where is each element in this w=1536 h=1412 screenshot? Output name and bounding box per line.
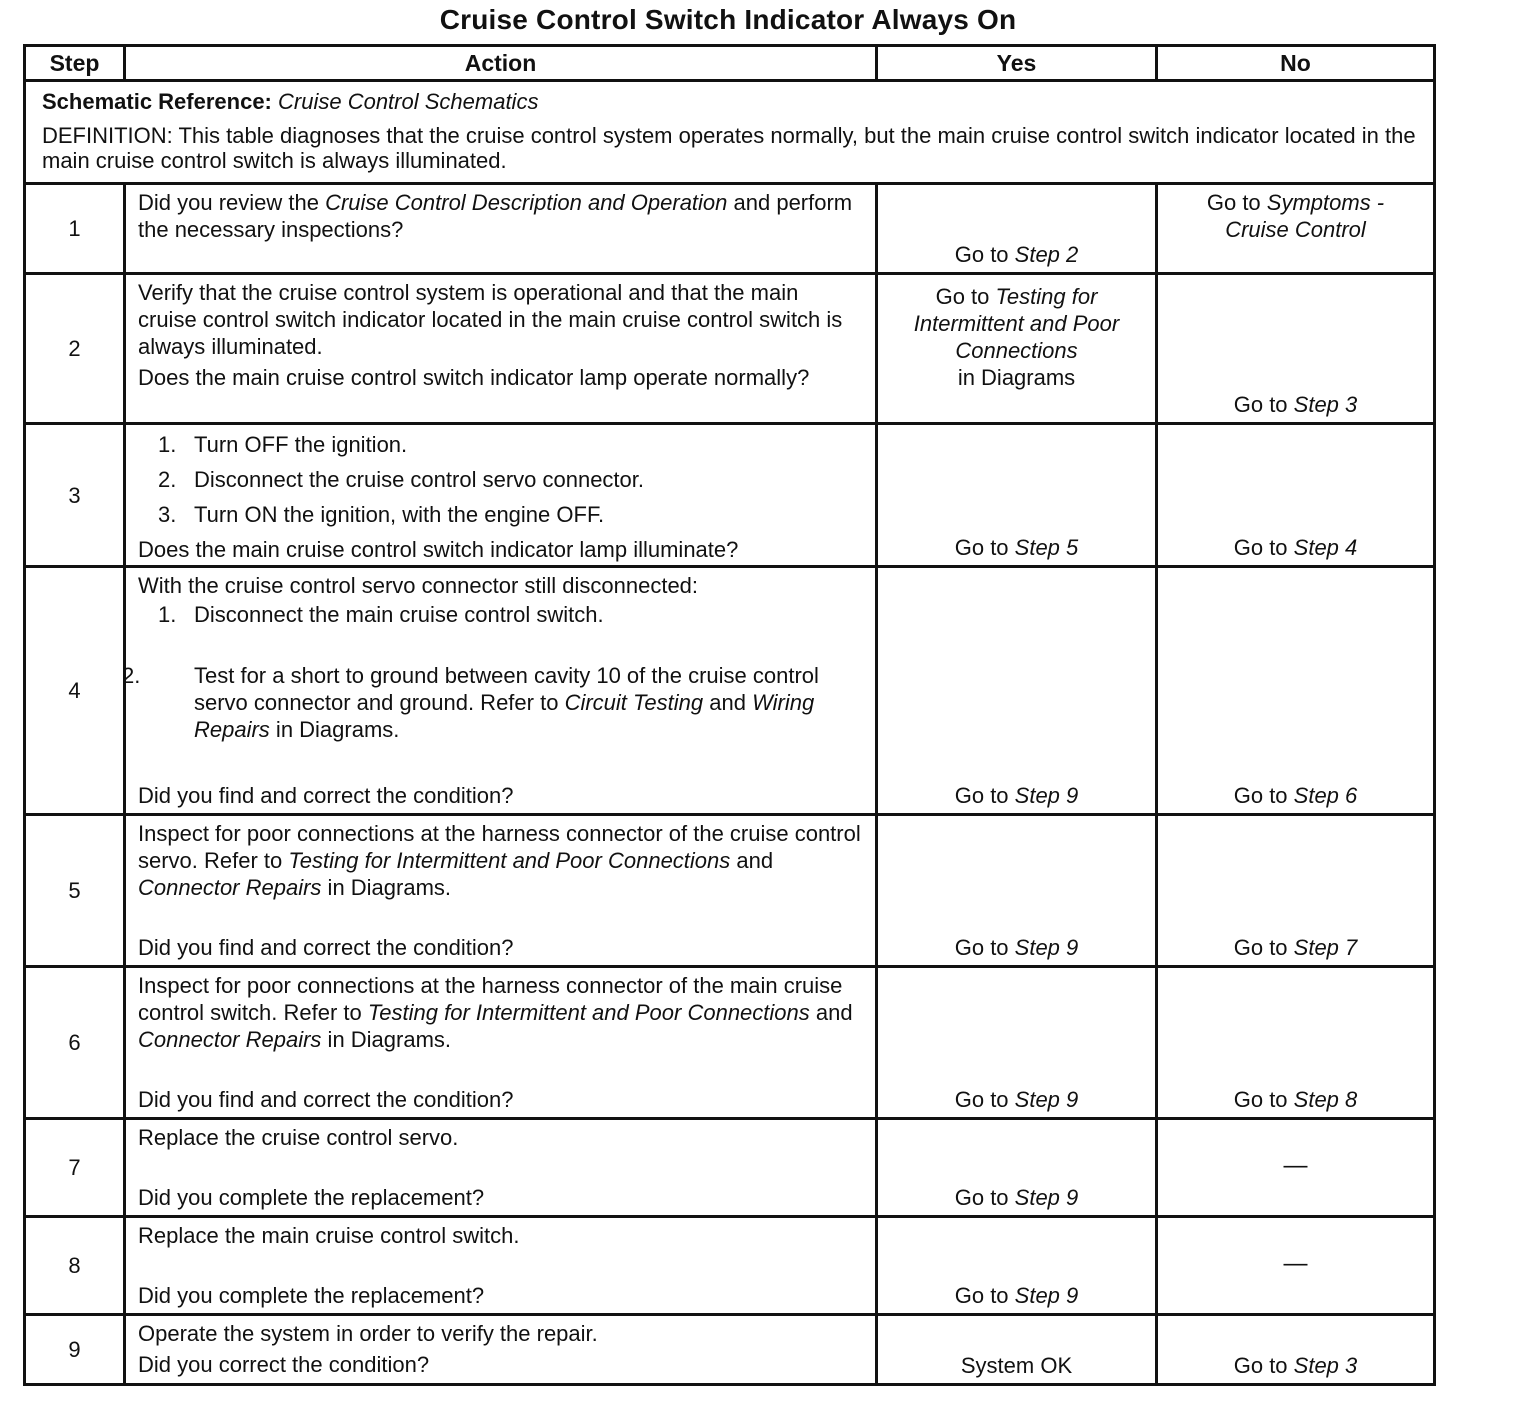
table-row [25,967,1435,1119]
reference-value: Cruise Control Schematics [278,89,539,114]
list-item-text: in Diagrams. [269,717,400,742]
definition-text: DEFINITION: This table diagnoses that the cruise control system operates normally, but the main cruise control switch indicator located in the main cruise control switch is always illuminated. [42,123,1416,173]
table-row [25,567,1435,815]
action-text: Did you review the [138,190,326,215]
no-prefix: Go to [1206,190,1267,215]
yes-reference[interactable]: Step 2 [1014,242,1079,267]
no-prefix: Go to [1233,392,1294,417]
list-item-reference: Circuit Testing [564,690,704,715]
yes-prefix: Go to [935,284,996,309]
yes-cell [877,1119,1157,1217]
action-text: Verify that the cruise control system is operational and that the main cruise control switch indicator located in the main cruise control switch is always illuminated. [138,280,843,359]
yes-prefix: Go to [954,935,1015,960]
no-cell [1157,567,1435,815]
action-reference: Testing for Intermittent and Poor Connections [288,848,731,873]
action-question: Does the main cruise control switch indicator lamp operate normally? [138,365,810,390]
action-text: and [730,848,774,873]
list-item-text: and [703,690,753,715]
table-row [25,184,1435,274]
no-reference[interactable]: Step 7 [1293,935,1358,960]
no-reference[interactable]: Step 3 [1293,392,1358,417]
action-question: Did you correct the condition? [138,1352,430,1377]
yes-suffix: in Diagrams [957,365,1076,390]
yes-prefix: Go to [954,783,1015,808]
no-cell [1157,424,1435,567]
action-text: in Diagrams. [321,875,452,900]
action-text: Replace the cruise control servo. [138,1125,459,1150]
action-text: in Diagrams. [321,1027,452,1052]
no-cell [1157,274,1435,424]
yes-cell [877,967,1157,1119]
header-step: Step [25,46,125,81]
list-item: 1. Disconnect the main cruise control switch. [158,602,604,627]
header-action: Action [125,46,877,81]
action-text: Operate the system in order to verify the repair. [138,1321,598,1346]
header-yes: Yes [877,46,1157,81]
action-cell [125,815,877,967]
yes-reference[interactable]: Step 9 [1014,1087,1079,1112]
step-number: 1 [25,184,125,274]
instruction-list [138,431,863,528]
list-item-text: Test for a short to ground between cavity 10 of the cruise control servo connector and ground. Refer to [194,663,819,715]
yes-cell [877,1315,1157,1385]
no-reference[interactable]: Step 6 [1293,783,1358,808]
no-cell [1157,184,1435,274]
yes-reference[interactable]: Step 9 [1014,1283,1079,1308]
action-cell [125,274,877,424]
action-question: Did you complete the replacement? [138,1283,485,1308]
no-prefix: Go to [1233,1087,1294,1112]
no-prefix: Go to [1233,535,1294,560]
action-cell [122,567,877,815]
no-dash: — [1283,1151,1308,1179]
list-item-text: Disconnect the cruise control servo connector. [194,467,645,492]
action-intro: With the cruise control servo connector still disconnected: [138,573,699,598]
step-number: 8 [25,1217,125,1315]
instruction-list [122,601,863,743]
yes-cell [877,1217,1157,1315]
yes-cell [877,274,1157,424]
action-reference: Testing for Intermittent and Poor Connections [367,1000,810,1025]
yes-prefix: Go to [954,242,1015,267]
table-row [25,274,1435,424]
yes-cell [877,184,1157,274]
step-number: 4 [25,567,125,815]
action-text: Inspect for poor connections at the harness connector of the cruise control servo. Refer to [138,821,861,873]
table-row [25,424,1435,567]
action-cell [125,1315,877,1385]
action-cell [125,1217,877,1315]
yes-result: System OK [960,1353,1073,1378]
action-question: Did you complete the replacement? [138,1185,485,1210]
step-number: 9 [25,1315,125,1385]
no-cell [1157,1315,1435,1385]
page-title: Cruise Control Switch Indicator Always On [439,4,1017,35]
no-reference[interactable]: Step 3 [1293,1353,1358,1378]
step-number: 6 [25,967,125,1119]
action-text: and perform the necessary inspections? [138,190,853,242]
yes-reference[interactable]: Step 9 [1014,1185,1079,1210]
list-item-text: Turn OFF the ignition. [194,432,408,457]
no-reference[interactable]: Step 8 [1293,1087,1358,1112]
list-item: 2. Disconnect the cruise control servo connector. [158,467,645,492]
action-reference: Connector Repairs [138,875,322,900]
yes-cell [877,815,1157,967]
list-item-reference: Wiring Repairs [194,690,815,742]
step-number: 3 [25,424,125,567]
no-cell [1157,1119,1435,1217]
no-prefix: Go to [1233,783,1294,808]
table-row [25,1217,1435,1315]
header-row [25,46,1435,81]
yes-reference[interactable]: Step 9 [1014,935,1079,960]
table-row [25,815,1435,967]
step-number: 2 [25,274,125,424]
action-cell [125,184,877,274]
action-question: Did you find and correct the condition? [138,935,514,960]
action-reference: Cruise Control Description and Operation [325,190,728,215]
no-cell [1157,815,1435,967]
reference-row [25,81,1435,184]
no-reference[interactable]: Symptoms - Cruise Control [1225,190,1385,242]
reference-cell [25,81,1435,184]
action-text: and [809,1000,853,1025]
step-number: 5 [25,815,125,967]
schematic-reference [42,88,1417,115]
yes-prefix: Go to [954,535,1015,560]
list-item-text: Disconnect the main cruise control switch. [194,602,604,627]
yes-reference[interactable]: Testing for Intermittent and Poor Connections [913,284,1120,363]
table-row [25,1119,1435,1217]
reference-label: Schematic Reference: [42,89,272,114]
action-text: Inspect for poor connections at the harness connector of the main cruise control switch. Refer to [138,973,843,1025]
list-item: 1. Turn OFF the ignition. [158,432,408,457]
no-cell [1157,967,1435,1119]
yes-prefix: Go to [954,1185,1015,1210]
action-question: Did you find and correct the condition? [138,783,514,808]
header-no: No [1157,46,1435,81]
yes-reference[interactable]: Step 9 [1014,783,1079,808]
action-cell [125,967,877,1119]
no-prefix: Go to [1233,935,1294,960]
yes-reference[interactable]: Step 5 [1014,535,1079,560]
action-question: Does the main cruise control switch indicator lamp illuminate? [138,537,739,562]
yes-cell [877,424,1157,567]
diagnostic-table [23,44,1436,1386]
no-dash: — [1283,1249,1308,1277]
table-row [25,1315,1435,1385]
yes-prefix: Go to [954,1087,1015,1112]
action-cell [125,424,877,567]
action-text: Replace the main cruise control switch. [138,1223,520,1248]
list-item-text: Turn ON the ignition, with the engine OFF. [194,502,605,527]
yes-prefix: Go to [954,1283,1015,1308]
action-question: Did you find and correct the condition? [138,1087,514,1112]
action-reference: Connector Repairs [138,1027,322,1052]
list-item: 2. Test for a short to ground between cavity 10 of the cruise control servo connector and ground. Refer to Circuit Testing and Wiring Repairs in Diagrams. [122,663,819,742]
list-item: 3. Turn ON the ignition, with the engine OFF. [158,502,605,527]
yes-cell [877,567,1157,815]
action-cell [125,1119,877,1217]
no-prefix: Go to [1233,1353,1294,1378]
step-number: 7 [25,1119,125,1217]
no-reference[interactable]: Step 4 [1293,535,1358,560]
no-cell [1157,1217,1435,1315]
